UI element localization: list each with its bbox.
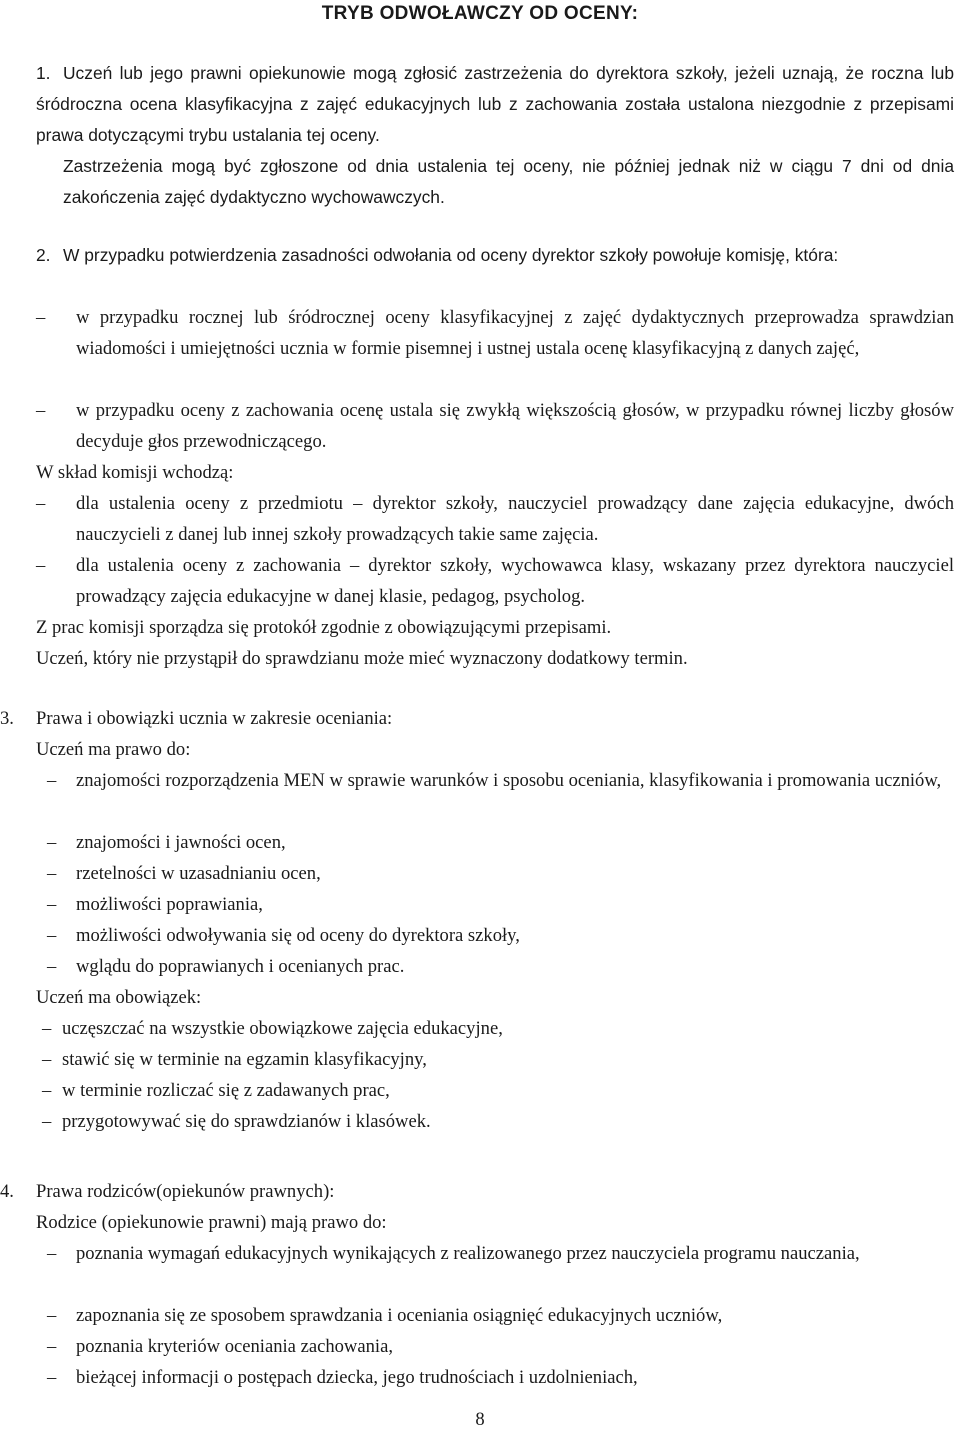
section-4-heading bbox=[0, 1176, 334, 1207]
dash-bullet: – bbox=[42, 1018, 52, 1039]
student-right-text: możliwości poprawiania, bbox=[76, 894, 263, 915]
section-3-heading-text: Prawa i obowiązki ucznia w zakresie oceniania: bbox=[36, 708, 393, 729]
section-1-text: Uczeń lub jego prawni opiekunowie mogą zgłosić zastrzeżenia do dyrektora szkoły, jeżeli uznają, że roczna lub śródroczna ocena klasyfikacyjna z zajęć edukacyjnych lub z zachowania została ustalona niezgodnie z przepisami prawa dotyczącymi trybu ustalania tej oceny. bbox=[36, 63, 954, 145]
dash-bullet: – bbox=[42, 1111, 52, 1132]
student-right-text: rzetelności w uzasadnianiu ocen, bbox=[76, 863, 321, 884]
dash-bullet: – bbox=[47, 863, 57, 884]
student-right-text: wglądu do poprawianych i ocenianych prac. bbox=[76, 956, 405, 977]
dash-bullet: – bbox=[47, 832, 57, 853]
parent-right-text: bieżącej informacji o postępach dziecka, jego trudnościach i uzdolnieniach, bbox=[76, 1367, 638, 1388]
student-rights-heading: Uczeń ma prawo do: bbox=[36, 739, 191, 760]
section-4-number: 4. bbox=[0, 1181, 14, 1202]
student-right-item bbox=[47, 827, 954, 858]
section-2-intro-text: W przypadku potwierdzenia zasadności odwołania od oceny dyrektor szkoły powołuje komisję, która: bbox=[63, 245, 839, 265]
student-duty-text: stawić się w terminie na egzamin klasyfikacyjny, bbox=[62, 1049, 427, 1070]
section-1-text-2: Zastrzeżenia mogą być zgłoszone od dnia ustalenia tej oceny, nie później jednak niż w ciągu 7 dni od dnia zakończenia zajęć dydaktyczno wychowawczych. bbox=[63, 156, 954, 207]
parent-right-item bbox=[47, 1300, 954, 1331]
dash-bullet: – bbox=[42, 1080, 52, 1101]
student-duty-item bbox=[42, 1013, 954, 1044]
student-right-item bbox=[47, 889, 954, 920]
absent-note: Uczeń, który nie przystąpił do sprawdzianu może mieć wyznaczony dodatkowy termin. bbox=[36, 648, 688, 669]
section-1-number: 1. bbox=[36, 63, 51, 83]
dash-bullet: – bbox=[36, 555, 46, 576]
committee-item-text: dla ustalenia oceny z przedmiotu – dyrektor szkoły, nauczyciel prowadzący dane zajęcia edukacyjne, dwóch nauczycieli z danej lub innej szkoły prowadzących takie same zajęcia. bbox=[76, 493, 954, 545]
student-right-item bbox=[47, 951, 954, 982]
dash-bullet: – bbox=[47, 956, 57, 977]
student-duty-item bbox=[42, 1106, 954, 1137]
section-2-intro bbox=[36, 240, 954, 271]
section-1-paragraph bbox=[36, 58, 954, 151]
committee-item-text: dla ustalenia oceny z zachowania – dyrektor szkoły, wychowawca klasy, wskazany przez dyrektora nauczyciel prowadzący zajęcia edukacyjne w danej klasie, pedagog, psycholog. bbox=[76, 555, 954, 607]
student-right-text: znajomości i jawności ocen, bbox=[76, 832, 286, 853]
dash-bullet: – bbox=[47, 925, 57, 946]
section-2-item bbox=[36, 395, 954, 457]
student-right-item bbox=[47, 858, 954, 889]
parent-right-text: zapoznania się ze sposobem sprawdzania i oceniania osiągnięć edukacyjnych uczniów, bbox=[76, 1305, 723, 1326]
parent-right-text: poznania kryteriów oceniania zachowania, bbox=[76, 1336, 393, 1357]
student-duty-item bbox=[42, 1044, 954, 1075]
section-3-heading bbox=[0, 703, 392, 734]
page-title: TRYB ODWOŁAWCZY OD OCENY: bbox=[321, 3, 639, 24]
dash-bullet: – bbox=[47, 894, 57, 915]
dash-bullet: – bbox=[36, 493, 46, 514]
section-2-number: 2. bbox=[36, 245, 51, 265]
student-right-item bbox=[47, 765, 954, 796]
dash-bullet: – bbox=[47, 770, 57, 791]
dash-bullet: – bbox=[36, 307, 46, 328]
committee-item bbox=[36, 488, 954, 550]
dash-bullet: – bbox=[47, 1336, 57, 1357]
section-3-number: 3. bbox=[0, 708, 14, 729]
protocol-note: Z prac komisji sporządza się protokół zgodnie z obowiązującymi przepisami. bbox=[36, 617, 612, 638]
parent-right-item bbox=[47, 1238, 954, 1269]
dash-bullet: – bbox=[47, 1305, 57, 1326]
parent-right-item bbox=[47, 1362, 954, 1393]
committee-heading: W skład komisji wchodzą: bbox=[36, 462, 234, 483]
section-2-item-text: w przypadku oceny z zachowania ocenę ustala się zwykłą większością głosów, w przypadku równej liczby głosów decyduje głos przewodniczącego. bbox=[76, 400, 954, 452]
section-2-item bbox=[36, 302, 954, 364]
student-duty-text: w terminie rozliczać się z zadawanych prac, bbox=[62, 1080, 390, 1101]
parent-right-text: poznania wymagań edukacyjnych wynikających z realizowanego przez nauczyciela programu nauczania, bbox=[76, 1243, 860, 1264]
page-number: 8 bbox=[475, 1409, 485, 1430]
student-right-item bbox=[47, 920, 954, 951]
student-duty-text: przygotowywać się do sprawdzianów i klasówek. bbox=[62, 1111, 431, 1132]
student-duty-item bbox=[42, 1075, 954, 1106]
dash-bullet: – bbox=[47, 1367, 57, 1388]
dash-bullet: – bbox=[42, 1049, 52, 1070]
section-4-heading-text: Prawa rodziców(opiekunów prawnych): bbox=[36, 1181, 335, 1202]
committee-item bbox=[36, 550, 954, 612]
section-1-paragraph-2 bbox=[63, 151, 954, 213]
student-duties-heading: Uczeń ma obowiązek: bbox=[36, 987, 202, 1008]
student-right-text: możliwości odwoływania się od oceny do dyrektora szkoły, bbox=[76, 925, 520, 946]
dash-bullet: – bbox=[47, 1243, 57, 1264]
parent-rights-heading: Rodzice (opiekunowie prawni) mają prawo do: bbox=[36, 1212, 387, 1233]
student-right-text: znajomości rozporządzenia MEN w sprawie warunków i sposobu oceniania, klasyfikowania i promowania uczniów, bbox=[76, 770, 942, 791]
section-2-item-text: w przypadku rocznej lub śródrocznej oceny klasyfikacyjnej z zajęć dydaktycznych przeprowadza sprawdzian wiadomości i umiejętności ucznia w formie pisemnej i ustnej ustala ocenę klasyfikacyjną z danych zajęć, bbox=[76, 307, 954, 359]
parent-right-item bbox=[47, 1331, 954, 1362]
dash-bullet: – bbox=[36, 400, 46, 421]
student-duty-text: uczęszczać na wszystkie obowiązkowe zajęcia edukacyjne, bbox=[62, 1018, 503, 1039]
